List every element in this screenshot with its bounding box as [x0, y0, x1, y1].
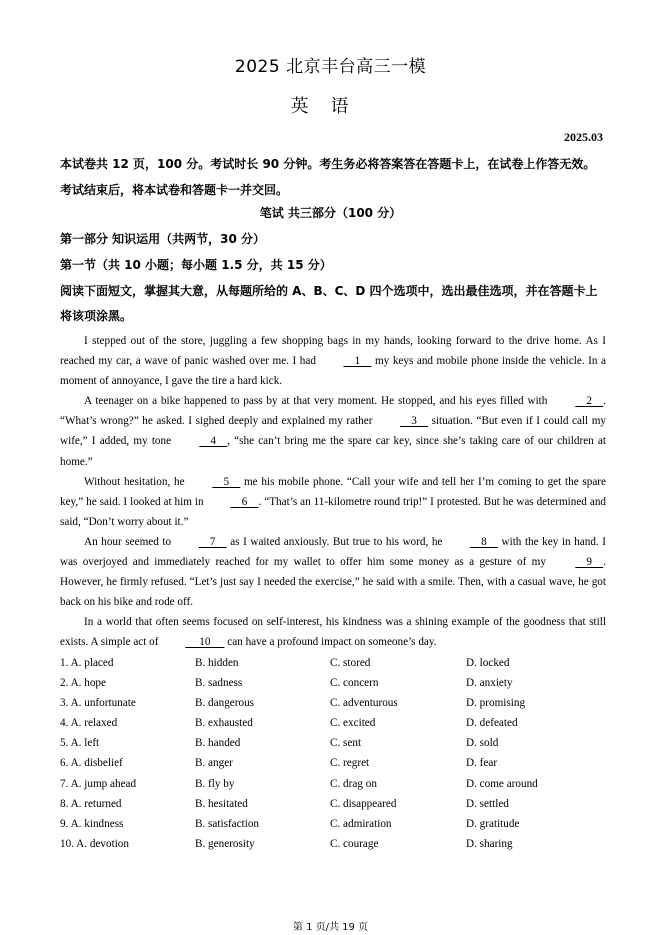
- section-instructions: 阅读下面短文，掌握其大意，从每题所给的 A、B、C、D 四个选项中，选出最佳选项，并在答题卡上将该项涂黑。: [60, 284, 598, 323]
- blank-7: 7: [198, 535, 227, 548]
- passage-text: , “she can’t bring me the spare car key, since she’s taking care of our children at home.”: [60, 435, 606, 468]
- section1-heading: 第一节（共 10 小题；每小题 1.5 分，共 15 分）: [60, 258, 332, 272]
- option-a: 1. A. placed: [60, 657, 114, 669]
- passage-paragraph: [60, 612, 606, 652]
- option-d: D. anxiety: [466, 677, 513, 690]
- option-d: D. come around: [466, 777, 538, 790]
- blank-10: 10: [185, 636, 225, 649]
- option-a: 6. A. disbelief: [60, 757, 123, 770]
- option-a: 3. A. unfortunate: [60, 697, 136, 710]
- option-c: C. stored: [330, 657, 371, 669]
- option-b: B. generosity: [195, 837, 255, 850]
- passage-paragraph: [60, 472, 606, 532]
- blank-8: 8: [469, 535, 498, 548]
- option-a: 9. A. kindness: [60, 817, 124, 830]
- option-row: [60, 814, 606, 834]
- passage-paragraph: [60, 331, 606, 391]
- option-d: D. locked: [466, 657, 510, 669]
- option-d: D. settled: [466, 797, 509, 810]
- option-b: B. hesitated: [195, 797, 248, 810]
- option-row: [60, 653, 606, 673]
- blank-6: 6: [230, 495, 259, 508]
- passage-paragraph: [60, 391, 606, 471]
- exam-intro: 本试卷共 12 页，100 分。考试时长 90 分钟。考生务必将答案答在答题卡上，在试卷上作答无效。考试结束后，将本试卷和答题卡一并交回。: [60, 157, 596, 197]
- passage-text: . “That’s an 11-kilometre round trip!” I protested. But he was determined and said, “Don’t worry about it.”: [60, 495, 607, 528]
- blank-4: 4: [199, 435, 228, 448]
- option-c: C. drag on: [330, 777, 377, 790]
- option-row: [60, 733, 606, 753]
- option-a: 8. A. returned: [60, 797, 122, 810]
- passage-text: me his mobile phone. “Call your wife and tell her I’m coming to get the spare key,” he said. I looked at him in: [60, 475, 606, 508]
- option-row: [60, 774, 606, 794]
- passage-text: situation. “But even if I could call my wife,” I added, my tone: [60, 415, 607, 448]
- passage-text: A teenager on a bike happened to pass by at that very moment. He stopped, and his eyes filled with: [84, 395, 552, 408]
- option-row: [60, 713, 606, 733]
- passage-text: . “What’s wrong?” he asked. I sighed deeply and explained my rather: [60, 395, 606, 428]
- option-b: B. anger: [195, 757, 233, 770]
- exam-part-heading: 笔试 共三部分（100 分）: [259, 206, 402, 220]
- option-d: D. defeated: [466, 717, 518, 730]
- option-a: 10. A. devotion: [60, 837, 129, 850]
- passage-text: can have a profound impact on someone’s day.: [224, 636, 437, 649]
- passage-paragraph: [60, 532, 606, 612]
- option-a: 7. A. jump ahead: [60, 777, 137, 790]
- option-c: C. courage: [330, 837, 379, 850]
- passage-text: . However, he firmly refused. “Let’s just say I needed the exercise,” he said with a smile. Then, with a casual wave, he got back on his bike and rode off.: [60, 556, 606, 609]
- option-c: C. excited: [330, 717, 376, 730]
- option-d: D. fear: [466, 757, 498, 770]
- passage-text: An hour seemed to: [84, 535, 175, 548]
- option-d: D. sold: [466, 737, 499, 750]
- option-row: [60, 693, 606, 713]
- option-row: [60, 794, 606, 814]
- option-b: B. sadness: [195, 677, 243, 690]
- option-d: D. gratitude: [466, 817, 520, 830]
- option-a: 5. A. left: [60, 737, 100, 750]
- exam-title: 2025 北京丰台高三一模: [234, 57, 427, 77]
- option-row: [60, 834, 606, 854]
- option-c: C. disappeared: [330, 797, 397, 810]
- blank-2: 2: [575, 395, 604, 408]
- option-c: C. admiration: [330, 817, 392, 830]
- option-b: B. satisfaction: [195, 817, 260, 830]
- option-c: C. regret: [330, 757, 370, 770]
- answer-options: [60, 653, 606, 854]
- option-b: B. fly by: [195, 777, 235, 790]
- page-footer: 第 1 页/共 19 页: [292, 922, 369, 933]
- passage-text: In a world that often seems focused on self-interest, his kindness was a shining example of the goodness that still exists. A simple act of: [60, 616, 606, 649]
- passage-text: as I waited anxiously. But true to his word, he: [226, 535, 446, 548]
- blank-1: 1: [343, 355, 372, 368]
- passage-text: my keys and mobile phone inside the vehicle. In a moment of annoyance, I gave the tire a hard kick.: [60, 355, 606, 388]
- option-c: C. sent: [330, 737, 362, 750]
- blank-5: 5: [212, 475, 241, 488]
- option-a: 4. A. relaxed: [60, 717, 118, 730]
- cloze-passage: [60, 331, 606, 653]
- option-row: [60, 753, 606, 773]
- blank-3: 3: [400, 415, 429, 428]
- option-a: 2. A. hope: [60, 677, 106, 690]
- option-c: C. concern: [330, 677, 379, 690]
- option-b: B. hidden: [195, 657, 239, 669]
- option-row: [60, 673, 606, 693]
- option-b: B. handed: [195, 737, 241, 750]
- blank-9: 9: [575, 556, 604, 569]
- option-b: B. exhausted: [195, 717, 253, 730]
- option-c: C. adventurous: [330, 697, 398, 710]
- passage-text: with the key in hand. I was overjoyed and immediately reached for my wallet to offer him some money as a gesture of my: [60, 535, 606, 569]
- option-d: D. promising: [466, 697, 526, 710]
- passage-text: I stepped out of the store, juggling a few shopping bags in my hands, looking forward to the drive home. As I reached my car, a wave of panic washed over me. I had: [60, 335, 606, 368]
- option-b: B. dangerous: [195, 697, 255, 710]
- exam-date: 2025.03: [564, 130, 603, 144]
- option-d: D. sharing: [466, 837, 513, 850]
- exam-subject: 英语: [290, 96, 371, 117]
- part1-heading: 第一部分 知识运用（共两节，30 分）: [60, 232, 266, 246]
- passage-text: Without hesitation, he: [84, 475, 189, 488]
